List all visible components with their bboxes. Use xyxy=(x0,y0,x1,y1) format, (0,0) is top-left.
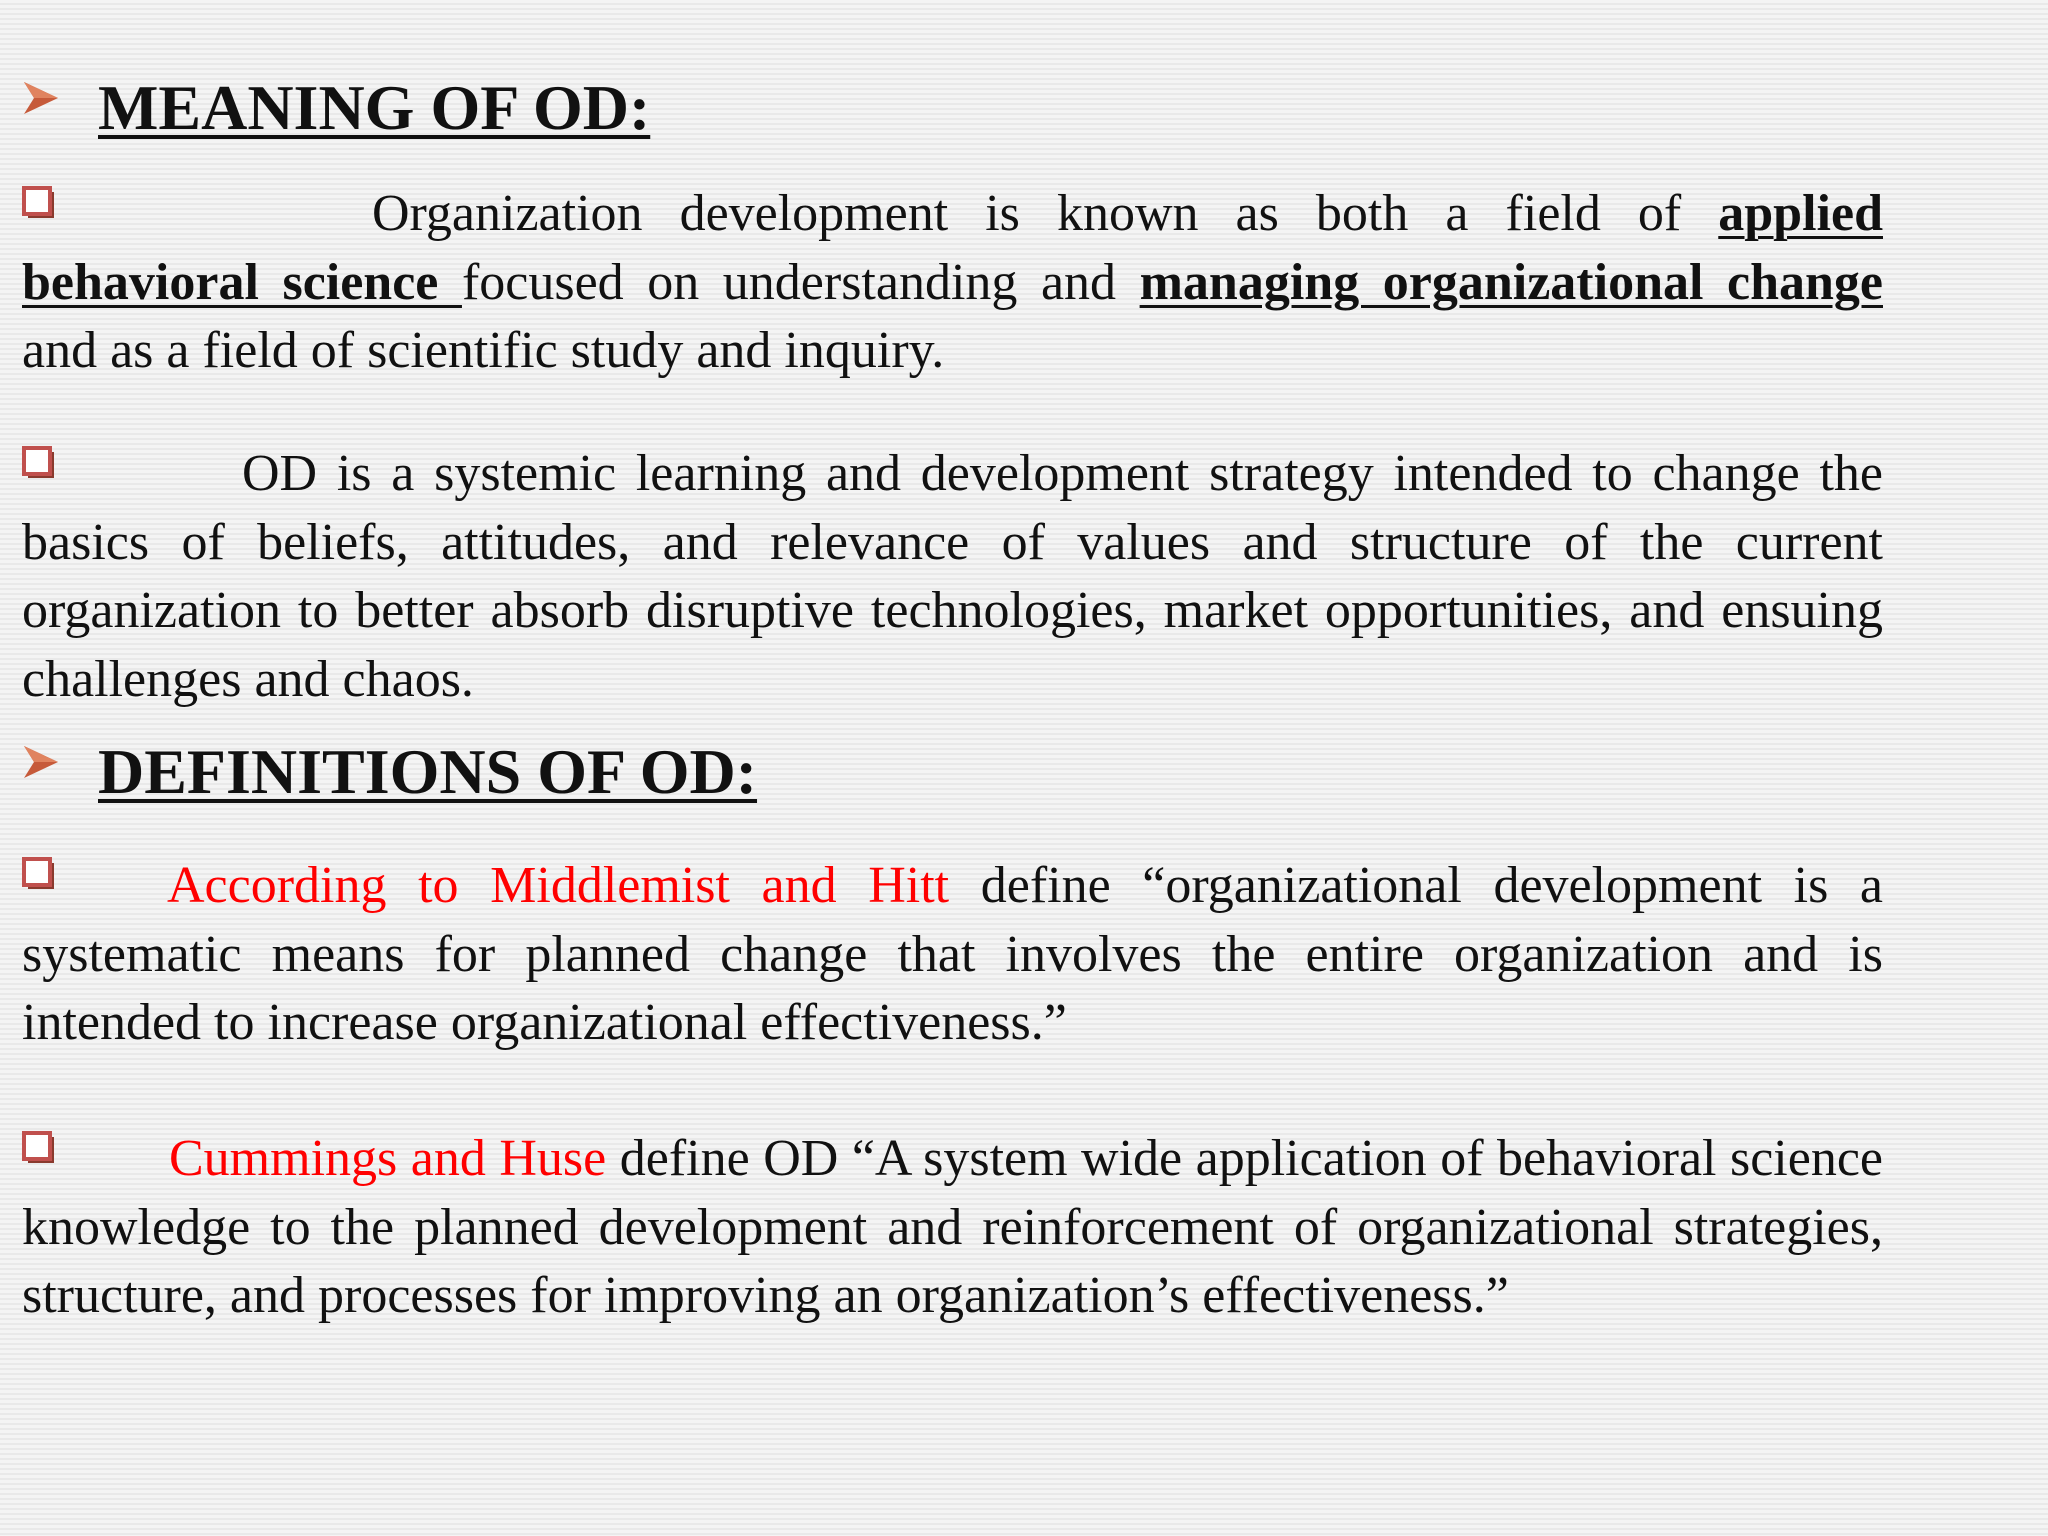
para1-suffix: and as a field of scientific study and inquiry. xyxy=(22,322,945,379)
term-managing-organizational-change: managing organizational change xyxy=(1139,253,1883,311)
meaning-paragraph-1 xyxy=(22,180,1883,386)
para1-mid: focused on understanding and xyxy=(461,253,1140,311)
arrow-bullet-icon xyxy=(22,742,60,782)
definition-2 xyxy=(22,1125,1883,1331)
meaning-heading-text: MEANING OF OD: xyxy=(98,72,651,143)
definitions-heading-text: DEFINITIONS OF OD: xyxy=(98,736,758,807)
definition-1-text: define “organizational development is a systematic means for planned change that involves the entire organization and is intended to increase organizational effectiveness.” xyxy=(22,857,1883,1051)
para2-text: OD is a systemic learning and development strategy intended to change the basics of beliefs, attitudes, and relevance of values and structure of the current organization to better absorb disruptive technologies, market opportunities, and ensuing challenges and chaos. xyxy=(22,445,1883,708)
meaning-heading xyxy=(22,68,922,148)
para1-prefix: Organization development is known as both a field of xyxy=(372,185,1719,242)
definition-1 xyxy=(22,852,1883,1058)
definition-2-source: Cummings and Huse xyxy=(169,1130,607,1187)
definition-2-text: define OD “A system wide application of behavioral science knowledge to the planned development and reinforcement of organizational strategies, structure, and processes for improving an organization’s effectiveness.” xyxy=(22,1130,1883,1324)
definition-1-source: According to Middlemist and Hitt xyxy=(167,857,950,914)
term-applied-behavioral-science: applied behavioral science xyxy=(22,185,1883,311)
definitions-heading xyxy=(22,732,922,812)
arrow-bullet-icon xyxy=(22,78,60,118)
meaning-paragraph-2 xyxy=(22,440,1883,714)
